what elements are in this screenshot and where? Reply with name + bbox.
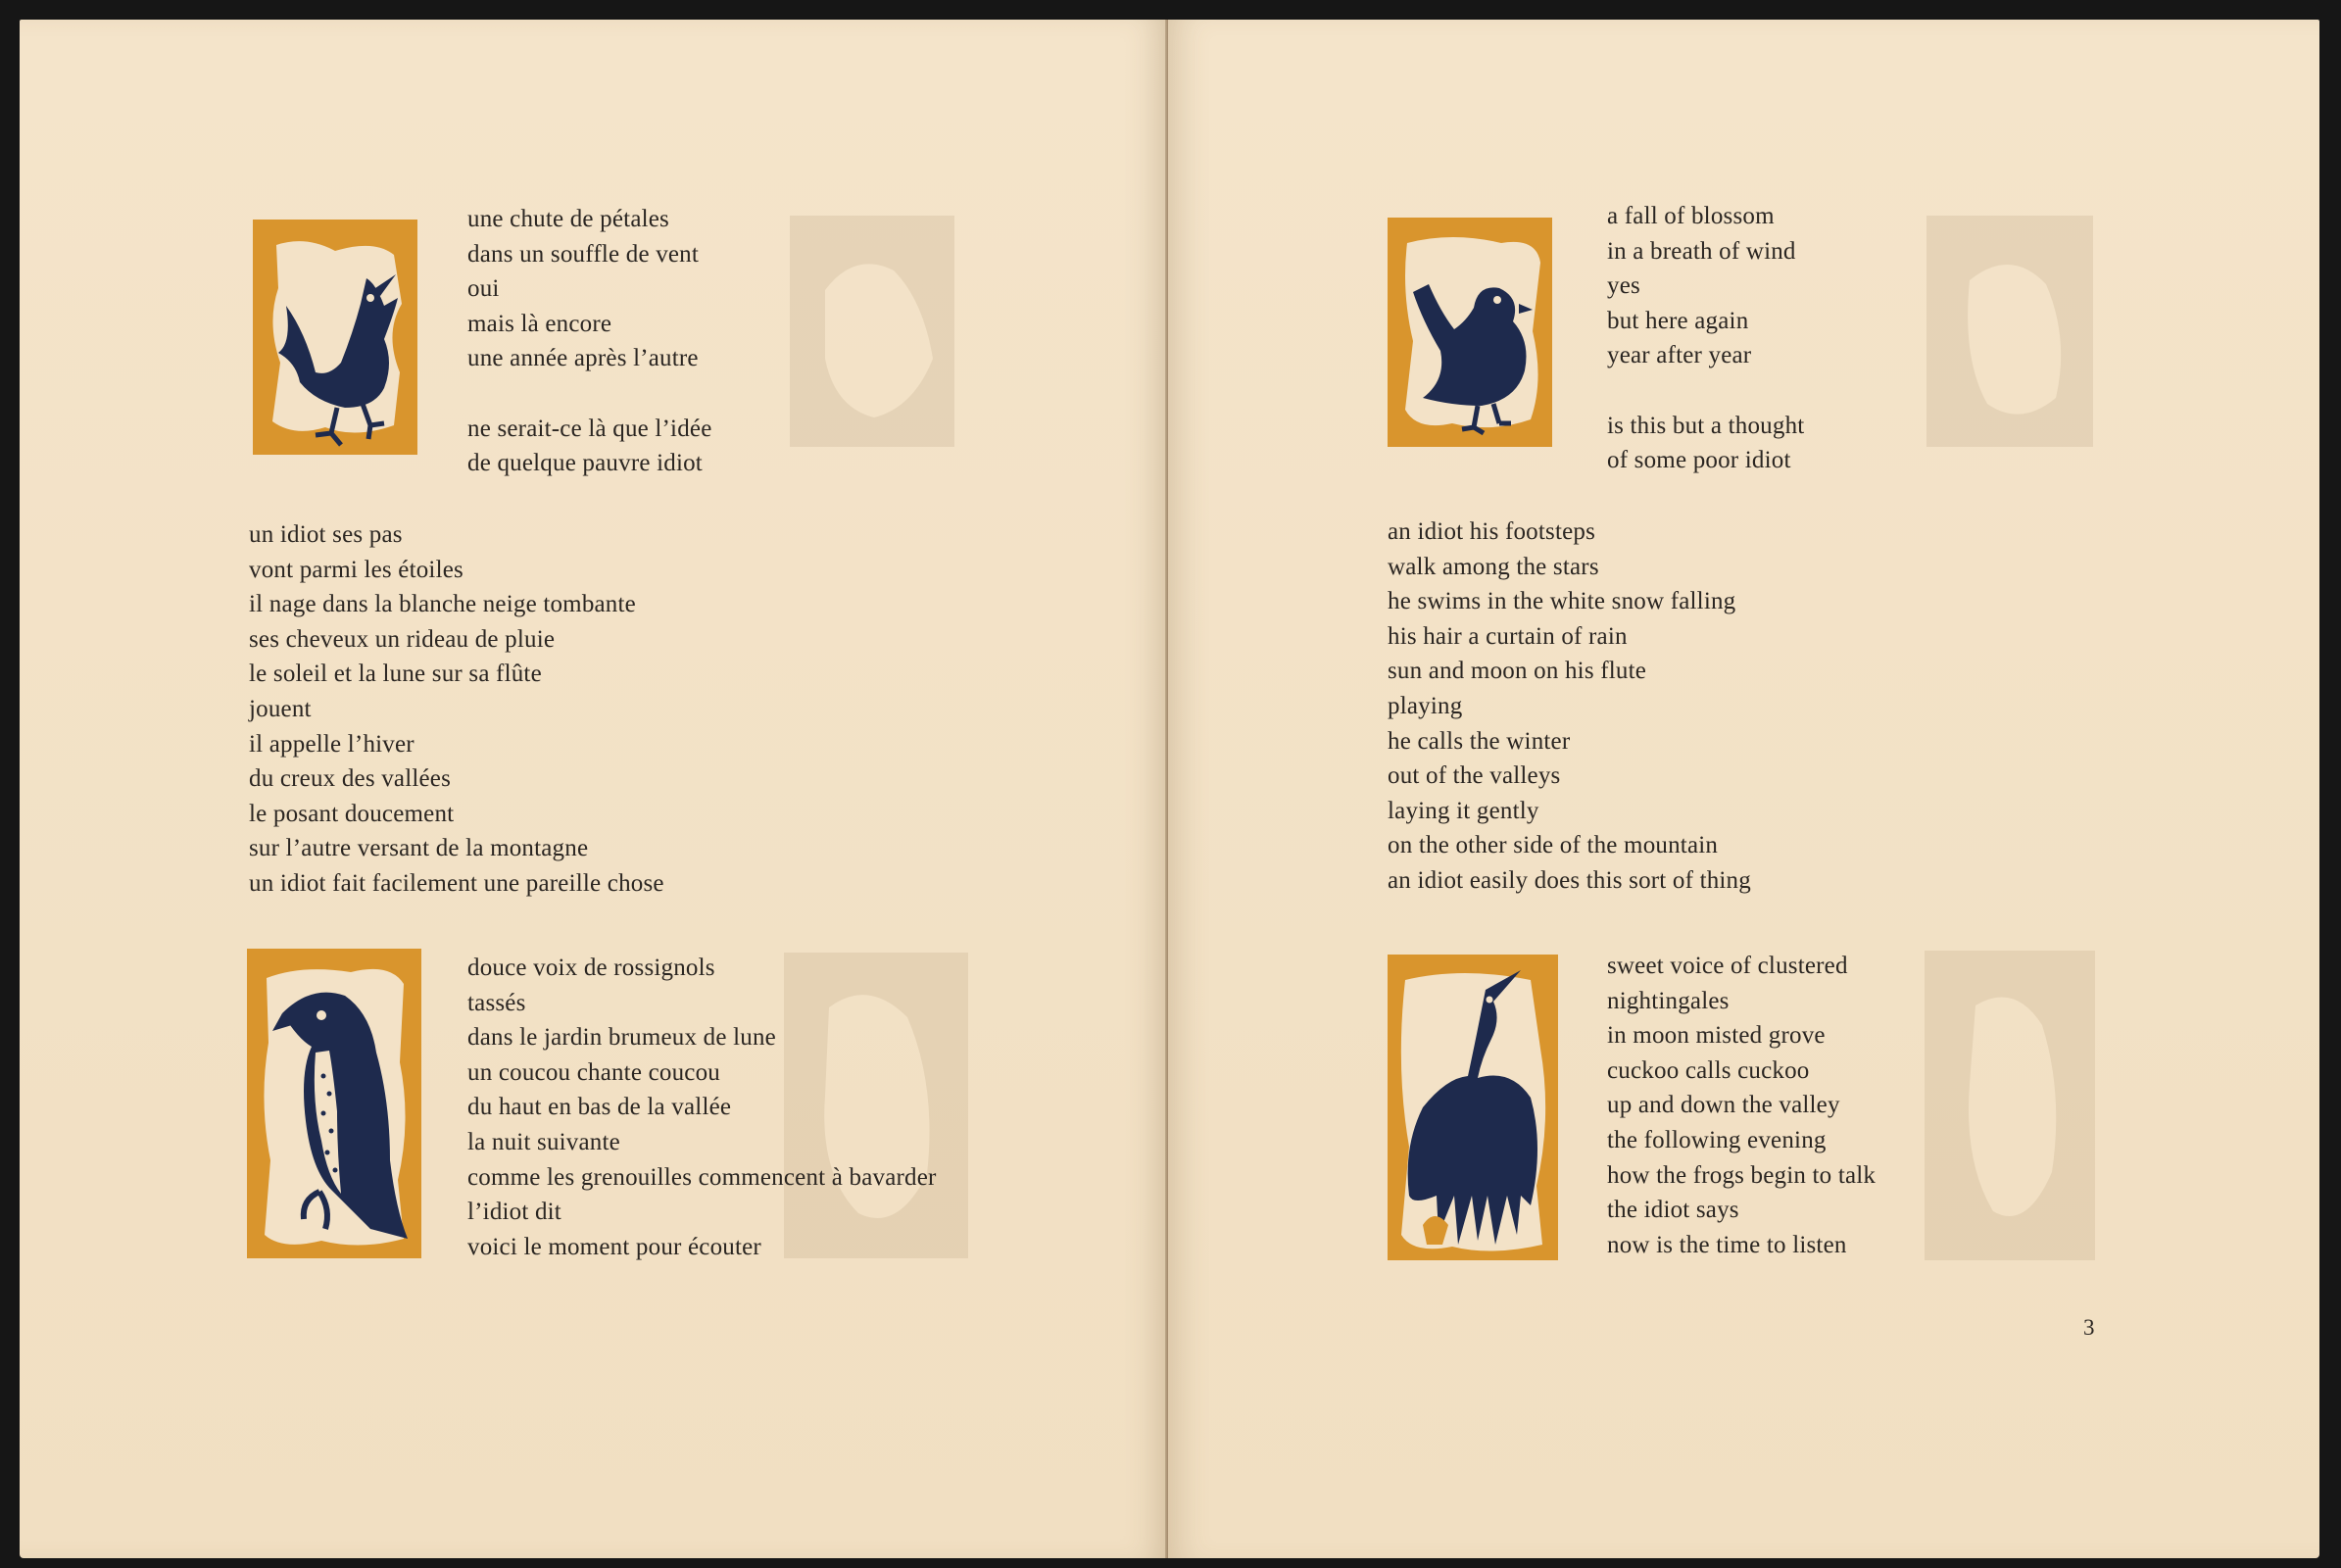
- verse-line: laying it gently: [1388, 797, 1539, 824]
- verse-line: l’idiot dit: [467, 1199, 561, 1226]
- verse-line: up and down the valley: [1607, 1092, 1840, 1119]
- verse-line: of some poor idiot: [1607, 447, 1791, 474]
- verse-line: douce voix de rossignols: [467, 955, 715, 981]
- verse-line: sun and moon on his flute: [1388, 658, 1647, 685]
- verse-line: an idiot easily does this sort of thing: [1388, 866, 1751, 894]
- verse-line: comme les grenouilles commencent à bavarder: [467, 1163, 937, 1191]
- page-number: 3: [2083, 1315, 2095, 1340]
- verse-line: playing: [1388, 692, 1463, 719]
- verse-line: nightingales: [1607, 987, 1730, 1014]
- verse-line: the idiot says: [1607, 1197, 1739, 1224]
- stanza-gap: [1607, 373, 1804, 409]
- verse-line: now is the time to listen: [1607, 1231, 1847, 1258]
- poem-stanza-2-english: [1388, 514, 1751, 899]
- verse-line: dans un souffle de vent: [467, 240, 700, 268]
- verse-line: voici le moment pour écouter: [467, 1233, 761, 1260]
- verse-line: une chute de pétales: [467, 206, 669, 232]
- right-page: [1168, 20, 2319, 1558]
- verse-line: le soleil et la lune sur sa flûte: [249, 661, 542, 688]
- verse-line: un coucou chante coucou: [467, 1058, 720, 1086]
- verse-line: but here again: [1607, 307, 1749, 334]
- verse-line: the following evening: [1607, 1126, 1827, 1153]
- poem-stanza-1-french: [467, 202, 712, 481]
- verse-line: une année après l’autre: [467, 345, 699, 372]
- verse-line: oui: [467, 275, 500, 303]
- verse-line: il appelle l’hiver: [249, 730, 415, 758]
- verse-line: dans le jardin brumeux de lune: [467, 1024, 776, 1052]
- verse-line: he calls the winter: [1388, 727, 1571, 755]
- verse-line: un idiot fait facilement une pareille chose: [249, 869, 664, 897]
- verse-line: his hair a curtain of rain: [1388, 622, 1628, 650]
- verse-line: du creux des vallées: [249, 765, 452, 793]
- verse-line: walk among the stars: [1388, 553, 1599, 580]
- verse-line: year after year: [1607, 342, 1752, 369]
- verse-line: du haut en bas de la vallée: [467, 1094, 732, 1121]
- poem-stanza-2-french: [249, 517, 664, 902]
- verse-line: le posant doucement: [249, 800, 455, 827]
- poem-stanza-3-english: [1607, 949, 1876, 1262]
- verse-line: jouent: [249, 695, 312, 722]
- verse-line: sur l’autre versant de la montagne: [249, 835, 589, 862]
- verse-line: ses cheveux un rideau de pluie: [249, 625, 556, 653]
- poem-stanza-3-french: [467, 951, 937, 1264]
- verse-line: a fall of blossom: [1607, 203, 1775, 229]
- verse-line: la nuit suivante: [467, 1128, 620, 1155]
- verse-line: de quelque pauvre idiot: [467, 450, 703, 477]
- verse-line: mais là encore: [467, 310, 612, 337]
- verse-line: in a breath of wind: [1607, 237, 1796, 265]
- verse-line: out of the valleys: [1388, 762, 1561, 790]
- verse-line: cuckoo calls cuckoo: [1607, 1056, 1810, 1084]
- stanza-gap: [467, 376, 712, 412]
- verse-line: is this but a thought: [1607, 412, 1805, 439]
- poem-stanza-1-english: [1607, 199, 1804, 478]
- verse-line: sweet voice of clustered: [1607, 953, 1848, 979]
- verse-line: il nage dans la blanche neige tombante: [249, 591, 636, 618]
- verse-line: tassés: [467, 989, 526, 1016]
- verse-line: an idiot his footsteps: [1388, 518, 1596, 545]
- verse-line: he swims in the white snow falling: [1388, 588, 1736, 615]
- verse-line: ne serait-ce là que l’idée: [467, 415, 712, 442]
- verse-line: on the other side of the mountain: [1388, 832, 1719, 859]
- verse-line: un idiot ses pas: [249, 521, 403, 548]
- verse-line: vont parmi les étoiles: [249, 556, 463, 583]
- verse-line: in moon misted grove: [1607, 1022, 1826, 1050]
- left-page: [20, 20, 1168, 1558]
- verse-line: yes: [1607, 272, 1640, 300]
- verse-line: how the frogs begin to talk: [1607, 1161, 1877, 1189]
